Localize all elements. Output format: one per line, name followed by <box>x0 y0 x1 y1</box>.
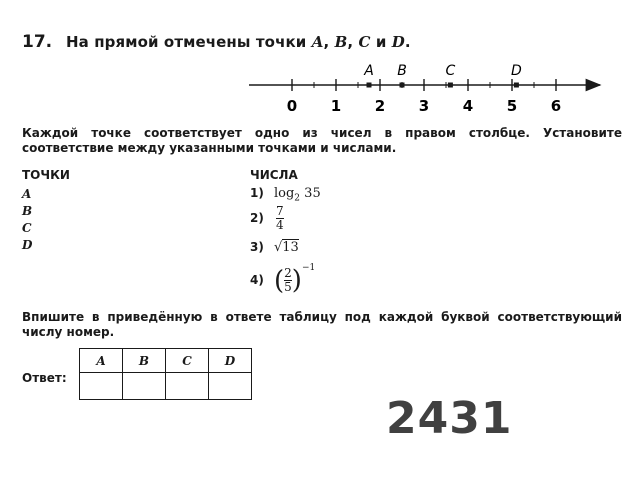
point-marker-a <box>367 83 372 88</box>
answer-cell-d[interactable] <box>209 373 252 400</box>
point-marker-c <box>448 83 453 88</box>
number-option-1: 1) $\log_2 35$ <box>250 186 321 204</box>
point-label-b: B <box>397 63 407 79</box>
instruction-text: Каждой точке соответствует одно из чисел в правом столбце. Установите соответствие между указанными точками и числами. <box>22 126 622 155</box>
task-number: 17. <box>22 32 53 52</box>
answer-header-b: B <box>123 349 166 373</box>
answer-header-a: A <box>80 349 123 373</box>
point-marker-d <box>514 83 519 88</box>
fill-instruction: Впишите в приведённую в ответе таблицу под каждой буквой соответствующий числу номер. <box>22 310 622 339</box>
answer-label: Ответ: <box>22 371 67 385</box>
fraction-2-5: $\frac{2}{5}$ <box>284 266 292 294</box>
answer-cell-c[interactable] <box>166 373 209 400</box>
answer-table <box>79 348 252 400</box>
point-c: C <box>22 221 32 235</box>
point-d: D <box>22 238 33 252</box>
point-label-c: C <box>445 63 456 79</box>
answer-header-c: C <box>166 349 209 373</box>
number-option-2: 2) $\frac{7}{4}$ <box>250 204 284 232</box>
tick-label: 0 <box>286 97 298 115</box>
tick-label: 2 <box>374 97 386 115</box>
point-a: A <box>22 187 32 201</box>
answer-cell-b[interactable] <box>123 373 166 400</box>
points-column-header: ТОЧКИ <box>22 168 70 182</box>
answer-cell-a[interactable] <box>80 373 123 400</box>
point-marker-b <box>400 83 405 88</box>
tick-label: 4 <box>462 97 474 115</box>
point-label-d: D <box>511 63 522 79</box>
answer-header-d: D <box>209 349 252 373</box>
tick-label: 1 <box>330 97 342 115</box>
number-line <box>0 55 640 115</box>
point-b: B <box>22 204 33 218</box>
number-option-3: 3) √13 <box>250 240 299 255</box>
numbers-column-header: ЧИСЛА <box>250 168 298 182</box>
tick-label: 6 <box>550 97 562 115</box>
answer-text: 2431 <box>386 393 513 444</box>
tick-label: 5 <box>506 97 518 115</box>
point-label-a: A <box>364 63 374 79</box>
tick-label: 3 <box>418 97 430 115</box>
task-title: На прямой отмечены точки A, B, C и D. <box>66 33 411 51</box>
number-option-4: 4) ( $\frac{2}{5}$ )$^{-1}$ <box>250 263 316 296</box>
fraction-7-4: $\frac{7}{4}$ <box>275 204 284 232</box>
